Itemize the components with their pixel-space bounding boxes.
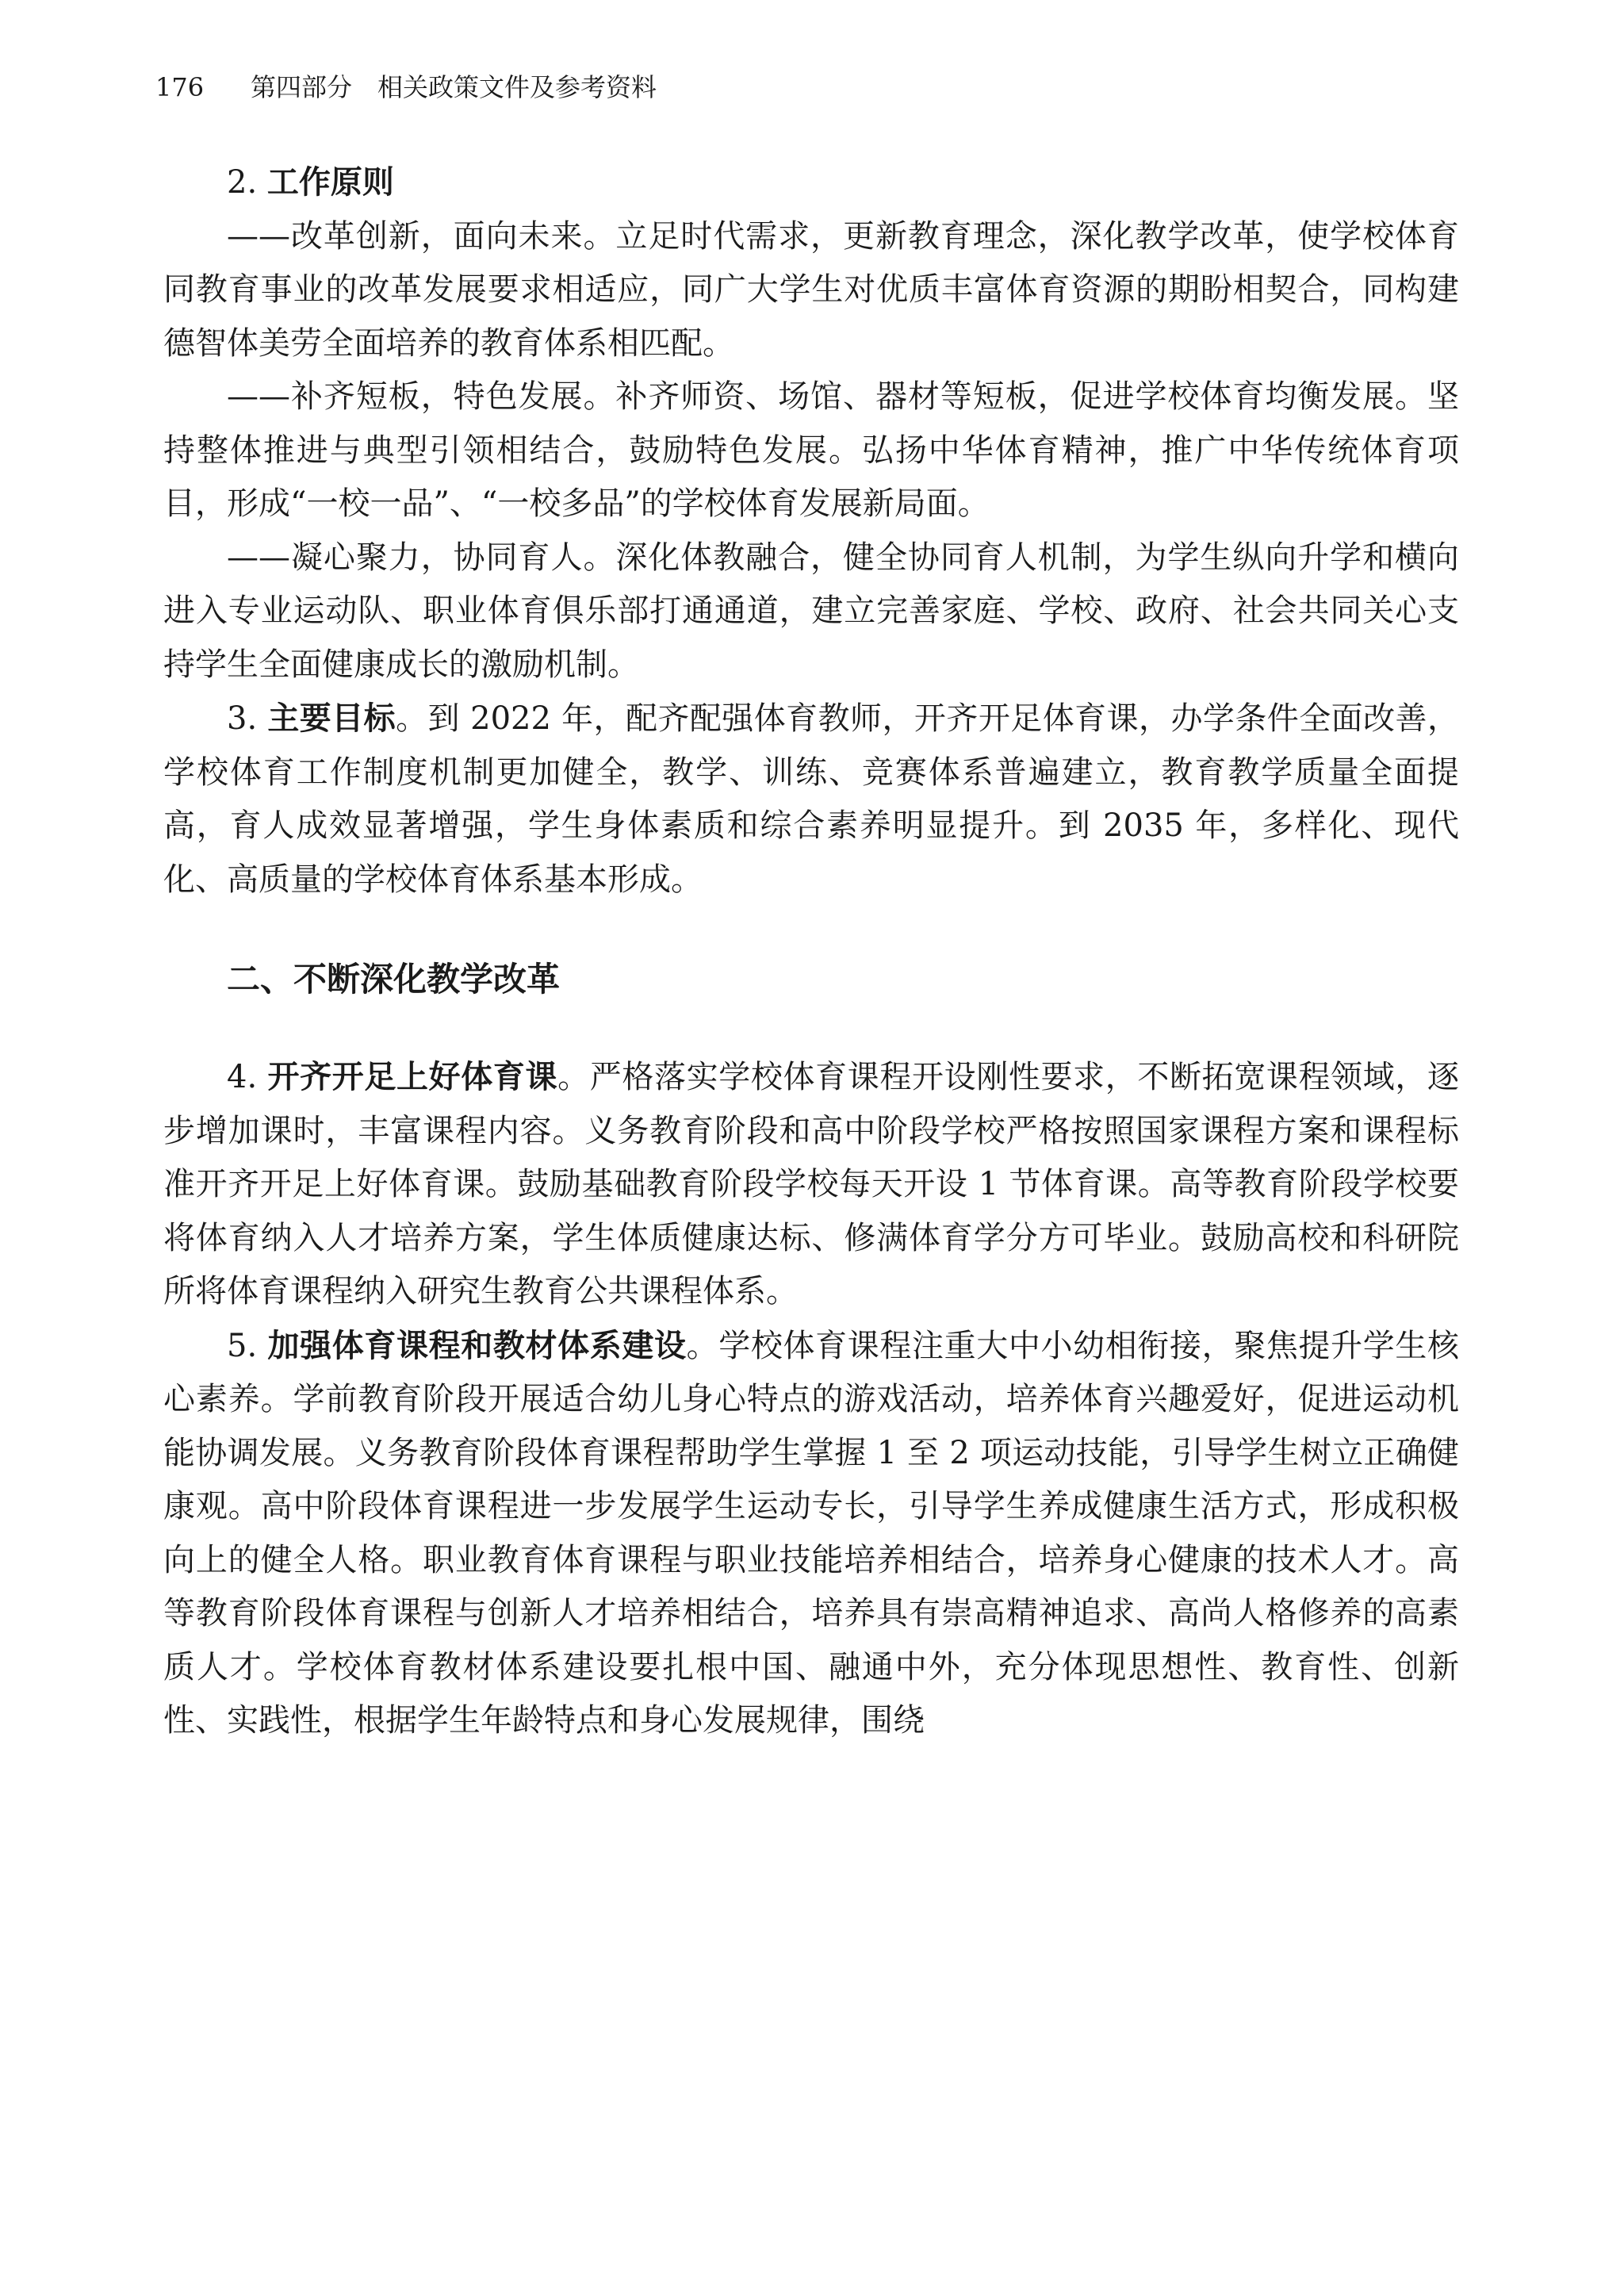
item5-paragraph <box>163 1319 1459 1748</box>
principle-paragraph-3: ——凝心聚力，协同育人。深化体教融合，健全协同育人机制，为学生纵向升学和横向进入专业运动队、职业体育俱乐部打通通道，建立完善家庭、学校、政府、社会共同关心支持学生全面健康成长的激励机制。 <box>163 539 1459 683</box>
running-head <box>155 70 657 105</box>
item4-number: 4. <box>227 1059 258 1095</box>
item4-text: 。严格落实学校体育课程开设刚性要求，不断拓宽课程领域，逐步增加课时，丰富课程内容。义务教育阶段和高中阶段学校严格按照国家课程方案和课程标准开齐开足上好体育课。鼓励基础教育阶段学校每天开设 1 节体育课。高等教育阶段学校要将体育纳入人才培养方案，学生体质健康达标、修满体育学分方可毕业。鼓励高校和科研院所将体育课程纳入研究生教育公共课程体系。 <box>163 1059 1460 1309</box>
goals-lead: 主要目标 <box>267 700 396 737</box>
principles-heading <box>163 155 1459 210</box>
principle-paragraph-2: ——补齐短板，特色发展。补齐师资、场馆、器材等短板，促进学校体育均衡发展。坚持整体推进与典型引领相结合，鼓励特色发展。弘扬中华体育精神，推广中华传统体育项目，形成“一校一品”、“一校多品”的学校体育发展新局面。 <box>163 378 1459 522</box>
running-title: 第四部分 相关政策文件及参考资料 <box>251 72 657 102</box>
goals-number: 3. <box>227 700 258 737</box>
item5-number: 5. <box>227 1327 258 1364</box>
item5-text: 。学校体育课程注重大中小幼相衔接，聚焦提升学生核心素养。学前教育阶段开展适合幼儿身心特点的游戏活动，培养体育兴趣爱好，促进运动机能协调发展。义务教育阶段体育课程帮助学生掌握 1 至 2 项运动技能，引导学生树立正确健康观。高中阶段体育课程进一步发展学生运动专长，引导学生养成健康生活方式，形成积极向上的健全人格。职业教育体育课程与职业技能培养相结合，培养身心健康的技术人才。高等教育阶段体育课程与创新人才培养相结合，培养具有崇高精神追求、高尚人格修养的高素质人才。学校体育教材体系建设要扎根中国、融通中外，充分体现思想性、教育性、创新性、实践性，根据学生年龄特点和身心发展规律，围绕 <box>163 1327 1460 1739</box>
principles-heading-number: 2. <box>227 164 258 201</box>
goals-paragraph <box>163 692 1459 907</box>
item4-lead: 开齐开足上好体育课 <box>267 1058 558 1095</box>
principles-heading-title: 工作原则 <box>266 163 394 201</box>
section-heading: 二、不断深化教学改革 <box>227 960 561 999</box>
goals-text: 。到 2022 年，配齐配强体育教师，开齐开足体育课，办学条件全面改善，学校体育工作制度机制更加健全，教学、训练、竞赛体系普遍建立，教育教学质量全面提高，育人成效显著增强，学生身体素质和综合素养明显提升。到 2035 年，多样化、现代化、高质量的学校体育体系基本形成。 <box>163 700 1459 898</box>
page-number: 176 <box>155 72 205 102</box>
principle-paragraph-1: ——改革创新，面向未来。立足时代需求，更新教育理念，深化教学改革，使学校体育同教育事业的改革发展要求相适应，同广大学生对优质丰富体育资源的期盼相契合，同构建德智体美劳全面培养的教育体系相匹配。 <box>163 217 1459 362</box>
item5-lead: 加强体育课程和教材体系建设 <box>267 1326 687 1364</box>
body-text <box>163 155 1459 1748</box>
item4-paragraph <box>163 1050 1459 1319</box>
